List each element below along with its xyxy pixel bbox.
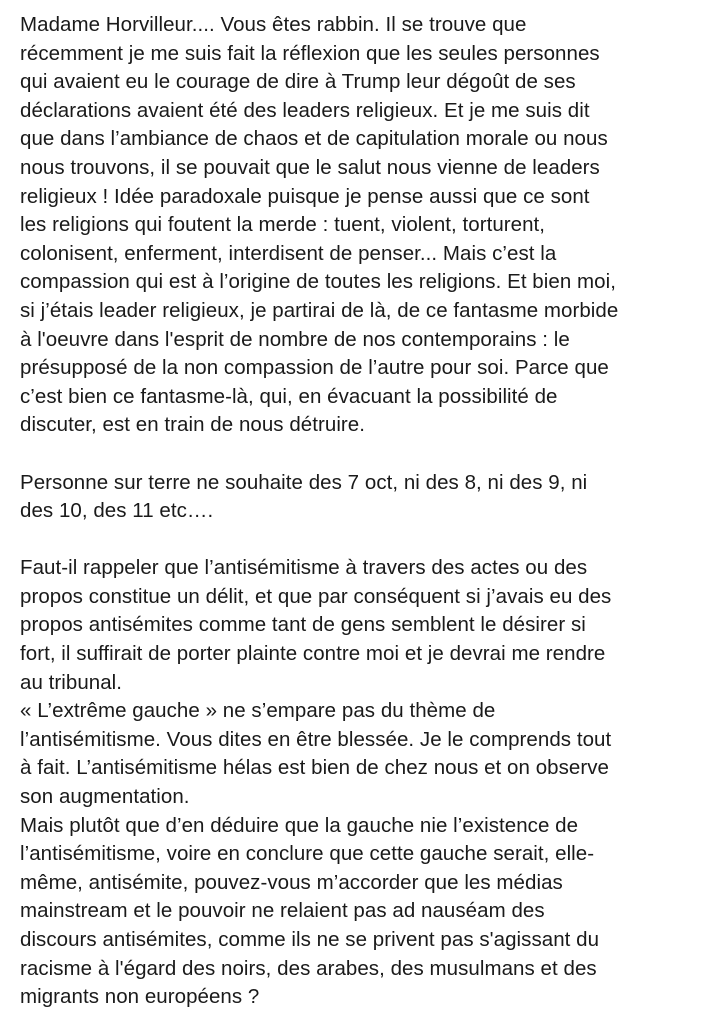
text-line: propos antisémites comme tant de gens semblent le désirer si bbox=[20, 613, 586, 637]
paragraph-personne bbox=[20, 469, 690, 526]
text-line: racisme à l'égard des noirs, des arabes, des musulmans et des bbox=[20, 956, 597, 980]
text-line: mainstream et le pouvoir ne relaient pas ad nauséam des bbox=[20, 899, 545, 923]
text-line: compassion qui est à l’origine de toutes les religions. Et bien moi, bbox=[20, 270, 616, 294]
text-line: « L’extrême gauche » ne s’empare pas du thème de bbox=[20, 699, 496, 723]
text-line: son augmentation. bbox=[20, 785, 190, 809]
document-body bbox=[20, 11, 690, 1012]
text-line: discuter, est en train de nous détruire. bbox=[20, 413, 366, 437]
paragraph-horvilleur bbox=[20, 11, 690, 440]
text-line: c’est bien ce fantasme-là, qui, en évacuant la possibilité de bbox=[20, 384, 558, 408]
text-line: l’antisémitisme, voire en conclure que cette gauche serait, elle- bbox=[20, 842, 595, 866]
text-line: nous trouvons, il se pouvait que le salut nous vienne de leaders bbox=[20, 155, 600, 179]
text-line: au tribunal. bbox=[20, 670, 123, 694]
text-line: à l'oeuvre dans l'esprit de nombre de nos contemporains : le bbox=[20, 327, 570, 351]
text-line: des 10, des 11 etc…. bbox=[20, 499, 214, 523]
text-line: religieux ! Idée paradoxale puisque je pense aussi que ce sont bbox=[20, 184, 590, 208]
text-line: colonisent, enferment, interdisent de penser... Mais c’est la bbox=[20, 241, 557, 265]
text-line: l’antisémitisme. Vous dites en être blessée. Je le comprends tout bbox=[20, 727, 612, 751]
text-line: discours antisémites, comme ils ne se privent pas s'agissant du bbox=[20, 928, 600, 951]
text-line: que dans l’ambiance de chaos et de capitulation morale ou nous bbox=[20, 127, 608, 151]
text-line: si j’étais leader religieux, je partirai de là, de ce fantasme morbide bbox=[20, 298, 619, 322]
text-line: même, antisémite, pouvez-vous m’accorder que les médias bbox=[20, 870, 563, 894]
text-line: Mais plutôt que d’en déduire que la gauche nie l’existence de bbox=[20, 813, 579, 837]
text-line: Faut-il rappeler que l’antisémitisme à travers des actes ou des bbox=[20, 556, 588, 580]
text-line: à fait. L’antisémitisme hélas est bien de chez nous et on observe bbox=[20, 756, 609, 780]
text-line: Madame Horvilleur.... Vous êtes rabbin. Il se trouve que bbox=[20, 13, 527, 36]
text-line: récemment je me suis fait la réflexion que les seules personnes bbox=[20, 41, 600, 65]
text-line: les religions qui foutent la merde : tuent, violent, torturent, bbox=[20, 213, 546, 237]
paragraph-antisemitisme bbox=[20, 554, 690, 1012]
text-line: migrants non européens ? bbox=[20, 985, 260, 1009]
text-line: déclarations avaient été des leaders religieux. Et je me suis dit bbox=[20, 98, 590, 122]
text-line: fort, il suffirait de porter plainte contre moi et je devrai me rendre bbox=[20, 642, 606, 666]
text-line: Personne sur terre ne souhaite des 7 oct, ni des 8, ni des 9, ni bbox=[20, 470, 588, 494]
text-line: qui avaient eu le courage de dire à Trump leur dégoût de ses bbox=[20, 70, 576, 94]
text-line: présupposé de la non compassion de l’autre pour soi. Parce que bbox=[20, 356, 609, 380]
text-line: propos constitue un délit, et que par conséquent si j’avais eu des bbox=[20, 584, 612, 608]
